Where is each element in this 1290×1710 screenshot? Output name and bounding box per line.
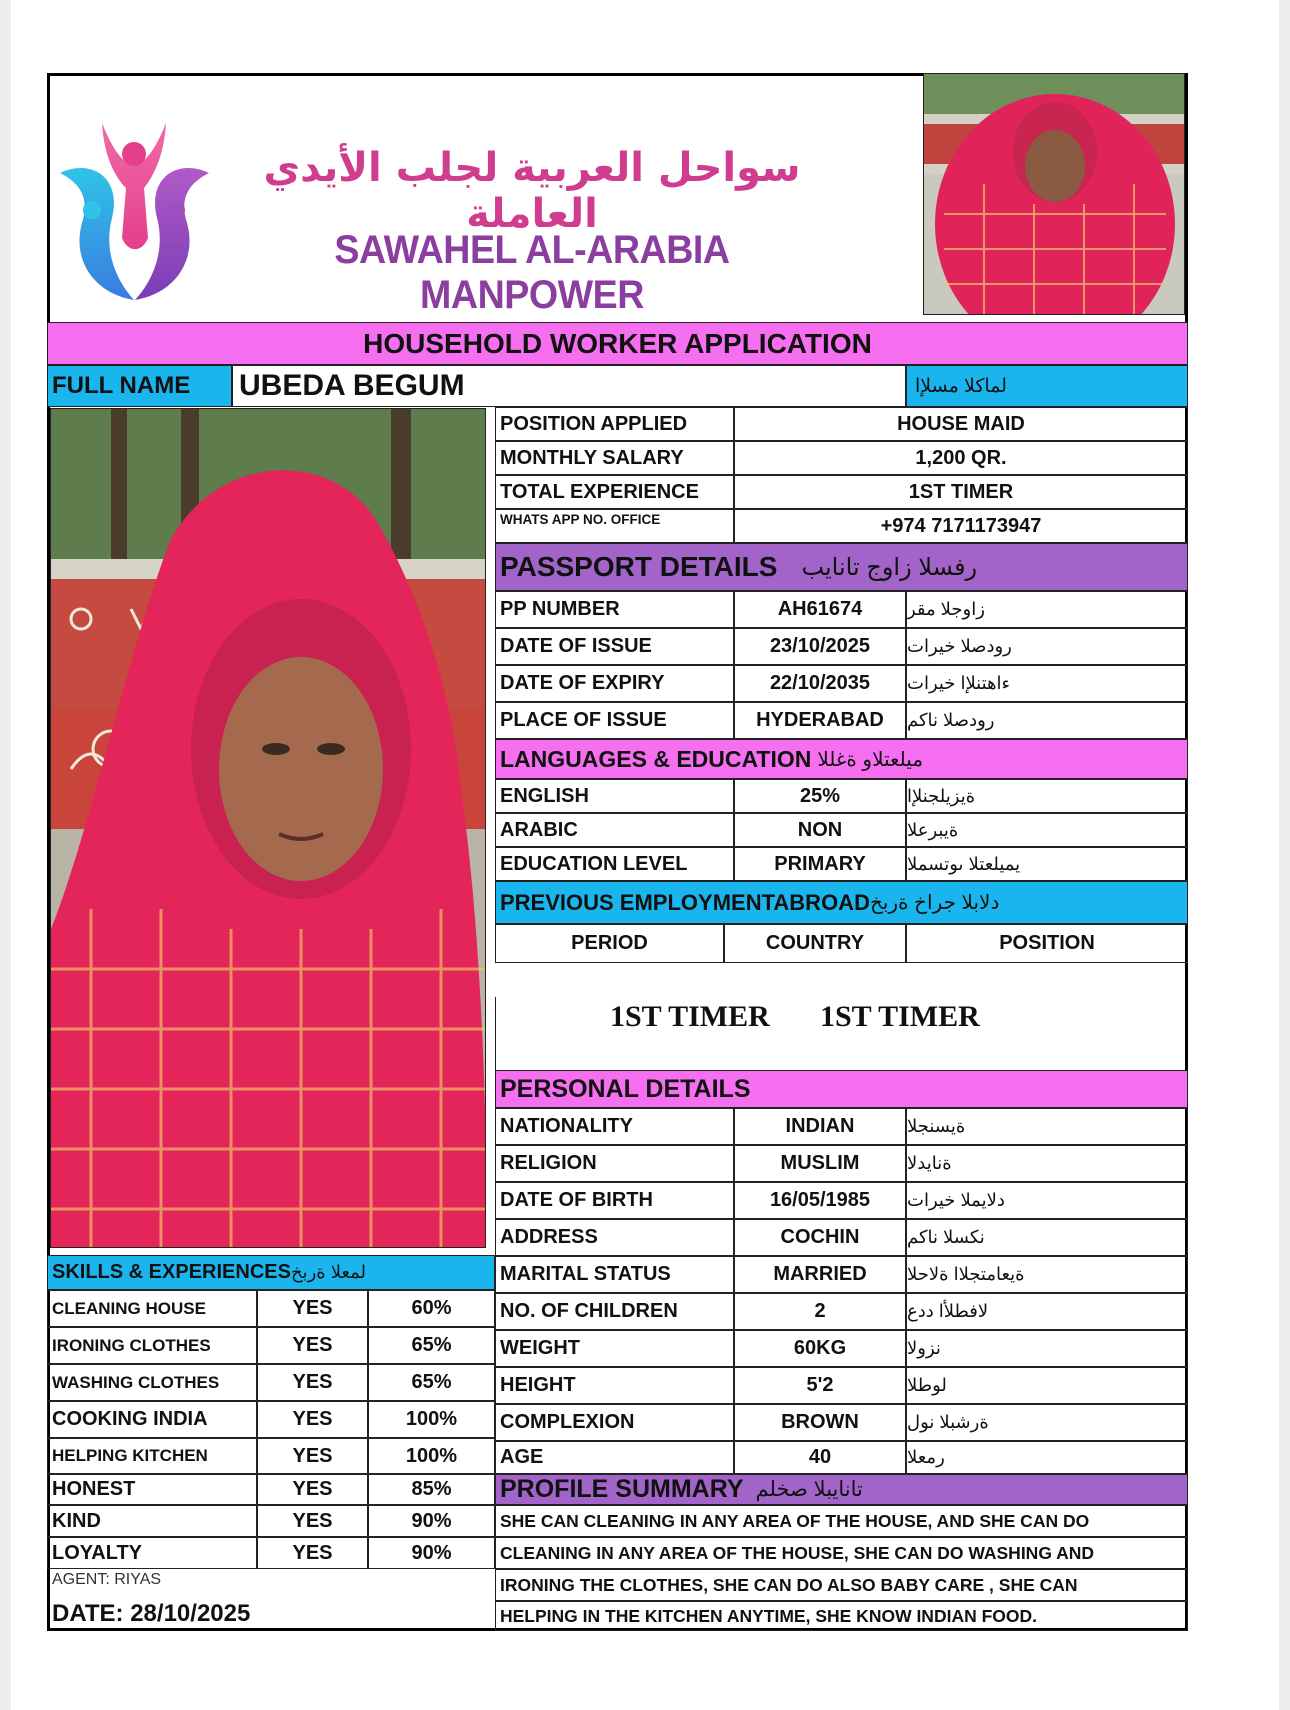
religion-value: MUSLIM [734,1145,906,1182]
header-photo [923,73,1185,315]
skill-name: WASHING CLOTHES [47,1364,257,1401]
age-value: 40 [734,1441,906,1474]
date-of-birth-label: DATE OF BIRTH [495,1182,734,1219]
marital-status-label: MARITAL STATUS [495,1256,734,1293]
education-level-label: EDUCATION LEVEL [495,847,734,881]
position-applied-value: HOUSE MAID [734,407,1188,441]
logo-icon [52,118,217,303]
monthly-salary-value: 1,200 QR. [734,441,1188,475]
skill-name: IRONING CLOTHES [47,1327,257,1364]
employment-header: PREVIOUS EMPLOYMENTABROAD دلابلا جراخ ةربخ [495,881,1188,924]
whatsapp-label: WHATS APP NO. OFFICE [495,509,734,543]
pp-number-label-arabic: زاوجلا مقر [906,591,1188,628]
main-photo [50,408,486,1248]
marital-status-value: MARRIED [734,1256,906,1293]
skill-name: COOKING INDIA [47,1401,257,1438]
nationality-label-arabic: ةيسنجلا [906,1108,1188,1145]
date-of-expiry-label: DATE OF EXPIRY [495,665,734,702]
weight-label: WEIGHT [495,1330,734,1367]
skill-percent: 90% [368,1505,495,1537]
skill-percent: 65% [368,1364,495,1401]
skill-name: KIND [47,1505,257,1537]
weight-label-arabic: نزولا [906,1330,1188,1367]
worker-photo-large [51,409,486,1248]
passport-header: PASSPORT DETAILS رفسلا زاوج تانايب [495,543,1188,591]
education-level-label-arabic: يميلعتلا ىوتسملا [906,847,1188,881]
total-experience-label: TOTAL EXPERIENCE [495,475,734,509]
address-value: COCHIN [734,1219,906,1256]
skill-percent: 85% [368,1474,495,1505]
age-label: AGE [495,1441,734,1474]
skill-name: HONEST [47,1474,257,1505]
monthly-salary-label: MONTHLY SALARY [495,441,734,475]
pp-number-label: PP NUMBER [495,591,734,628]
english-label: ENGLISH [495,779,734,813]
skill-name: LOYALTY [47,1537,257,1569]
arabic-label-arabic: ةيبرعلا [906,813,1188,847]
summary-line-1: SHE CAN CLEANING IN ANY AREA OF THE HOUSE, AND SHE CAN DO [495,1505,1188,1537]
nationality-label: NATIONALITY [495,1108,734,1145]
height-label-arabic: لوطلا [906,1367,1188,1404]
total-experience-value: 1ST TIMER [734,475,1188,509]
date-of-issue-value: 23/10/2025 [734,628,906,665]
worker-photo-small [924,74,1185,315]
employment-entry-2: 1ST TIMER [820,1000,980,1033]
date-of-birth-label-arabic: دلايملا خيرات [906,1182,1188,1219]
skill-yes: YES [257,1327,368,1364]
summary-header: PROFILE SUMMARY تانايبلا صخلم [495,1474,1188,1505]
complexion-label-arabic: ةرشبلا نول [906,1404,1188,1441]
address-label: ADDRESS [495,1219,734,1256]
whatsapp-value: +974 7171173947 [734,509,1188,543]
logo [52,118,217,303]
place-of-issue-label: PLACE OF ISSUE [495,702,734,739]
date-of-issue-label: DATE OF ISSUE [495,628,734,665]
children-label-arabic: لافطلأا ددع [906,1293,1188,1330]
age-label-arabic: رمعلا [906,1441,1188,1474]
skill-name: HELPING KITCHEN [47,1438,257,1474]
skill-yes: YES [257,1505,368,1537]
date-of-expiry-label-arabic: ءاهتنلإا خيرات [906,665,1188,702]
summary-line-4: HELPING IN THE KITCHEN ANYTIME, SHE KNOW INDIAN FOOD. [495,1601,1188,1631]
skill-name: CLEANING HOUSE [47,1290,257,1327]
skill-yes: YES [257,1438,368,1474]
date-of-birth-value: 16/05/1985 [734,1182,906,1219]
full-name-label: FULL NAME [47,365,232,407]
english-label-arabic: ةيزيلجنلإا [906,779,1188,813]
employment-col-period: PERIOD [495,924,724,963]
children-label: NO. OF CHILDREN [495,1293,734,1330]
languages-header: LANGUAGES & EDUCATION ميلعتلاو ةغللا [495,739,1188,779]
weight-value: 60KG [734,1330,906,1367]
full-name-value: UBEDA BEGUM [232,365,906,407]
position-applied-label: POSITION APPLIED [495,407,734,441]
address-label-arabic: نكسلا ناكم [906,1219,1188,1256]
marital-status-label-arabic: ةيعامتجلاا ةلاحلا [906,1256,1188,1293]
skills-header: SKILLS & EXPERIENCES لمعلا ةربخ [47,1255,495,1290]
skill-percent: 60% [368,1290,495,1327]
skill-percent: 100% [368,1438,495,1474]
height-value: 5'2 [734,1367,906,1404]
skill-percent: 90% [368,1537,495,1569]
skill-yes: YES [257,1537,368,1569]
date-of-issue-label-arabic: رودصلا خيرات [906,628,1188,665]
complexion-value: BROWN [734,1404,906,1441]
place-of-issue-label-arabic: رودصلا ناكم [906,702,1188,739]
english-value: 25% [734,779,906,813]
summary-line-3: IRONING THE CLOTHES, SHE CAN DO ALSO BABY CARE , SHE CAN [495,1569,1188,1601]
children-value: 2 [734,1293,906,1330]
place-of-issue-value: HYDERABAD [734,702,906,739]
full-name-label-arabic: لماكلا مسلإا [906,365,1188,407]
skill-percent: 65% [368,1327,495,1364]
religion-label-arabic: ةنايدلا [906,1145,1188,1182]
company-name-arabic: سواحل العربية لجلب الأيدي العاملة [263,145,801,237]
skill-yes: YES [257,1290,368,1327]
skill-yes: YES [257,1401,368,1438]
summary-line-2: CLEANING IN ANY AREA OF THE HOUSE, SHE CAN DO WASHING AND [495,1537,1188,1569]
arabic-value: NON [734,813,906,847]
employment-col-country: COUNTRY [724,924,906,963]
skill-yes: YES [257,1364,368,1401]
arabic-label: ARABIC [495,813,734,847]
form-title: HOUSEHOLD WORKER APPLICATION [47,322,1188,365]
skill-percent: 100% [368,1401,495,1438]
height-label: HEIGHT [495,1367,734,1404]
complexion-label: COMPLEXION [495,1404,734,1441]
date-of-expiry-value: 22/10/2035 [734,665,906,702]
agent-name: AGENT: RIYAS [52,1571,162,1588]
form-date: DATE: 28/10/2025 [52,1600,251,1627]
education-level-value: PRIMARY [734,847,906,881]
nationality-value: INDIAN [734,1108,906,1145]
employment-col-position: POSITION [906,924,1188,963]
personal-header: PERSONAL DETAILS [495,1070,1188,1108]
religion-label: RELIGION [495,1145,734,1182]
pp-number-value: AH61674 [734,591,906,628]
employment-entry-1: 1ST TIMER [610,1000,770,1033]
company-name-english: SAWAHEL AL-ARABIA MANPOWER [334,228,730,317]
skill-yes: YES [257,1474,368,1505]
